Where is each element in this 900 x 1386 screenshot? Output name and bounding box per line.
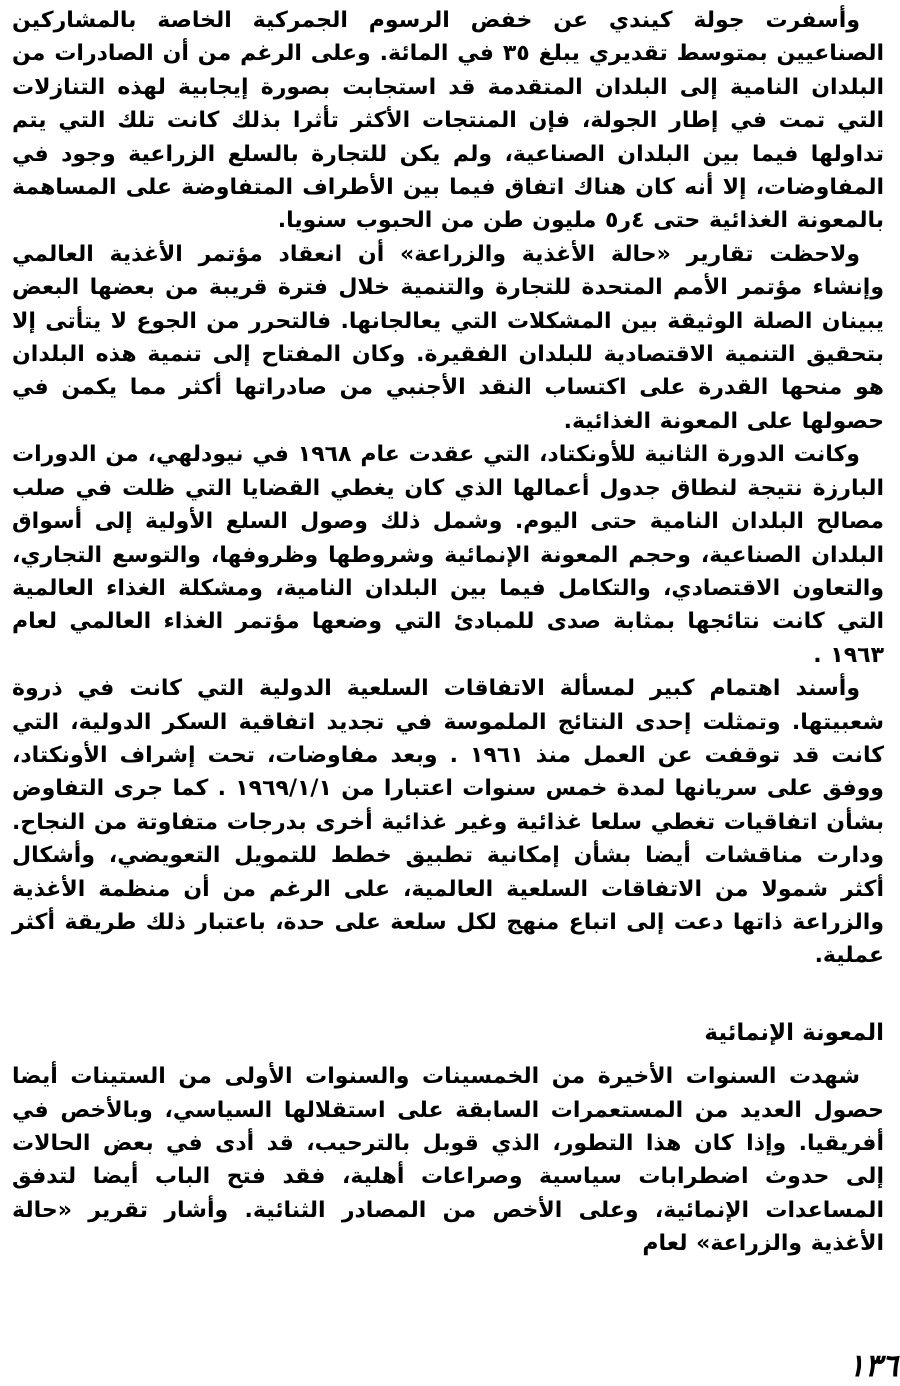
section-heading-development-aid: المعونة الإنمائية [704, 1019, 884, 1046]
paragraph-unctad-second-session: وكانت الدورة الثانية للأونكتاد، التي عقدت عام ١٩٦٨ في نيودلهي، من الدورات البارزة نتيجة لنطاق جدول أعمالها الذي كان يغطي القضايا التي ظلت في صلب مصالح البلدان النامية حتى اليوم. وشمل ذلك وصول السلع الأولية إلى أسواق البلدان الصناعية، وحجم المعونة الإنمائية وشروطها وظروفها، والتوسع التجاري، والتعاون الاقتصادي، والتكامل فيما بين البلدان النامية، ومشكلة الغذاء العالمية التي كانت نتائجها بمثابة صدى للمبادئ التي وضعها مؤتمر الغذاء العالمي لعام ١٩٦٣ . [12, 442, 884, 668]
paragraph-development-aid: شهدت السنوات الأخيرة من الخمسينات والسنوات الأولى من الستينات أيضا حصول العديد من المستعمرات السابقة على استقلالها السياسي، وبالأخص في أفريقيا. وإذا كان هذا التطور، الذي قوبل بالترحيب، قد أدى في بعض الحالات إلى حدوث اضطرابات سياسية وصراعات أهلية، فقد فتح الباب أيضا لتدفق المساعدات الإنمائية، وعلى الأخص من المصادر الثنائية. وأشار تقرير «حالة الأغذية والزراعة» لعام [12, 1064, 884, 1257]
paragraph-sofa-reports: ولاحظت تقارير «حالة الأغذية والزراعة» أن انعقاد مؤتمر الأغذية العالمي وإنشاء مؤتمر الأمم المتحدة للتجارة والتنمية خلال فترة قريبة من بعضها البعض يبينان الصلة الوثيقة بين المشكلات التي يعالجانها. فالتحرر من الجوع لا يتأتى إلا بتحقيق التنمية الاقتصادية للبلدان الفقيرة. وكان المفتاح إلى تنمية هذه البلدان هو منحها القدرة على اكتساب النقد الأجنبي من صادراتها أكثر مما يكمن في حصولها على المعونة الغذائية. [12, 241, 884, 434]
paragraph-kennedy-round: وأسفرت جولة كيندي عن خفض الرسوم الجمركية الخاصة بالمشاركين الصناعيين بمتوسط تقديري يبلغ ٣٥ في المائة. وعلى الرغم من أن الصادرات من البلدان النامية إلى البلدان المتقدمة قد استجابت بصورة إيجابية لهذه التنازلات التي تمت في إطار الجولة، فإن المنتجات الأكثر تأثرا بذلك كانت تلك التي يتم تداولها فيما بين البلدان الصناعية، ولم يكن للتجارة بالسلع الزراعية وجود في المفاوضات، إلا أنه كان هناك اتفاق فيما بين الأطراف المتفاوضة على المساهمة بالمعونة الغذائية حتى ٤ر٥ مليون طن من الحبوب سنويا. [12, 8, 884, 234]
paragraph-commodity-agreements: وأسند اهتمام كبير لمسألة الاتفاقات السلعية الدولية التي كانت في ذروة شعبيتها. وتمثلت إحدى النتائج الملموسة في تجديد اتفاقية السكر الدولية، التي كانت قد توقفت عن العمل منذ ١٩٦١ . وبعد مفاوضات، تحت إشراف الأونكتاد، ووفق على سريانها لمدة خمس سنوات اعتبارا من ١٩٦٩/١/١ . كما جرى التفاوض بشأن اتفاقيات تغطي سلعا غذائية وغير غذائية أخرى بدرجات متفاوتة من النجاح. ودارت مناقشات أيضا بشأن إمكانية تطبيق خطط للتمويل التعويضي، وأشكال أكثر شمولا من الاتفاقات السلعية العالمية، على الرغم من أن منظمة الأغذية والزراعة ذاتها دعت إلى اتباع منهج لكل سلعة على حدة، باعتبار ذلك طريقة أكثر عملية. [12, 676, 884, 969]
page-number: ١٣٦ [848, 1348, 898, 1384]
